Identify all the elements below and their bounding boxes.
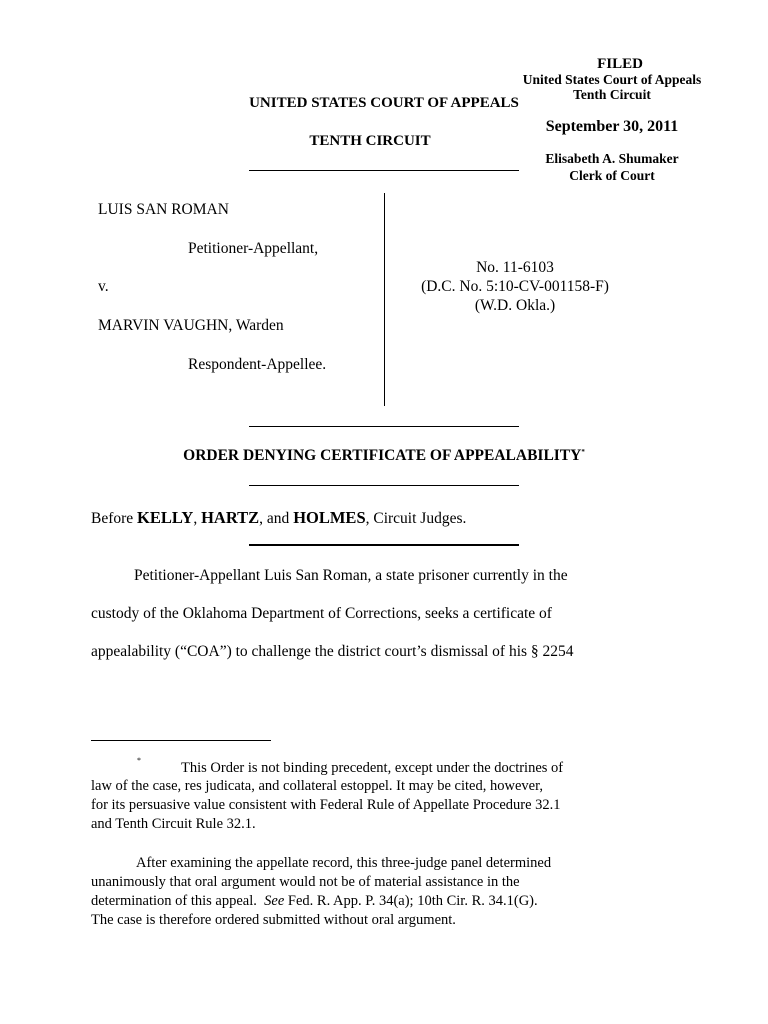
footnote-p1-line-4: and Tenth Circuit Rule 32.1. — [91, 816, 256, 832]
circuit-heading: TENTH CIRCUIT — [309, 133, 431, 149]
panel-suffix: , Circuit Judges. — [365, 510, 467, 527]
clerk-title: Clerk of Court — [569, 168, 655, 183]
district: (W.D. Okla.) — [474, 297, 556, 314]
dc-number: (D.C. No. 5:10-CV-001158-F) — [421, 278, 609, 295]
body-line-2: custody of the Oklahoma Department of Corrections, seeks a certificate of — [91, 605, 552, 622]
footnote-p1-line-1: This Order is not binding precedent, except under the doctrines of — [181, 760, 564, 776]
order-title-footnote-mark: * — [581, 447, 585, 456]
filed-court: United States Court of Appeals — [522, 72, 702, 87]
footnote-p2-line-2: unanimously that oral argument would not be of material assistance in the — [91, 874, 520, 890]
case-number: No. 11-6103 — [476, 259, 554, 276]
footnote-p1-line-2: law of the case, res judicata, and collateral estoppel. It may be cited, however, — [91, 778, 543, 794]
panel-line — [91, 508, 466, 528]
judge-holmes: HOLMES — [293, 508, 366, 527]
filed-label: FILED — [597, 56, 643, 72]
panel-sep-1: , — [193, 510, 202, 527]
panel-sep-2: , and — [259, 510, 294, 527]
caption-rule — [249, 426, 519, 427]
petitioner-role: Petitioner-Appellant, — [188, 240, 319, 257]
filed-date: September 30, 2011 — [545, 118, 679, 135]
petitioner-name: LUIS SAN ROMAN — [98, 201, 229, 218]
court-heading: UNITED STATES COURT OF APPEALS — [249, 95, 519, 111]
header-rule — [249, 170, 519, 171]
footnote-rule — [91, 740, 271, 741]
body-line-3: appealability (“COA”) to challenge the district court’s dismissal of his § 2254 — [91, 643, 574, 660]
footnote-p2-line-3 — [91, 893, 538, 910]
footnote-p2-line-3-text: determination of this appeal. — [91, 893, 257, 909]
title-rule — [249, 485, 519, 486]
caption-divider — [384, 193, 385, 406]
footnote-p2-line-1: After examining the appellate record, this three-judge panel determined — [136, 855, 552, 871]
judge-kelly: KELLY — [137, 508, 194, 527]
panel-rule — [249, 544, 519, 546]
clerk-name: Elisabeth A. Shumaker — [545, 151, 679, 166]
versus: v. — [98, 278, 109, 295]
respondent-role: Respondent-Appellee. — [188, 356, 327, 373]
footnote-p1-line-3: for its persuasive value consistent with Federal Rule of Appellate Procedure 32.1 — [91, 797, 561, 813]
respondent-name: MARVIN VAUGHN, Warden — [98, 317, 284, 334]
filed-circuit: Tenth Circuit — [573, 87, 651, 102]
footnote-p2-line-4: The case is therefore ordered submitted without oral argument. — [91, 912, 456, 928]
order-title-text: ORDER DENYING CERTIFICATE OF APPEALABILITY — [183, 447, 582, 464]
footnote-citation: Fed. R. App. P. 34(a); 10th Cir. R. 34.1(G). — [284, 893, 538, 909]
panel-before: Before — [91, 510, 134, 527]
body-line-1: Petitioner-Appellant Luis San Roman, a state prisoner currently in the — [134, 567, 568, 584]
footnote-see: See — [264, 893, 285, 909]
footnote-mark: * — [137, 756, 141, 765]
judge-hartz: HARTZ — [201, 508, 260, 527]
order-title — [120, 447, 648, 465]
